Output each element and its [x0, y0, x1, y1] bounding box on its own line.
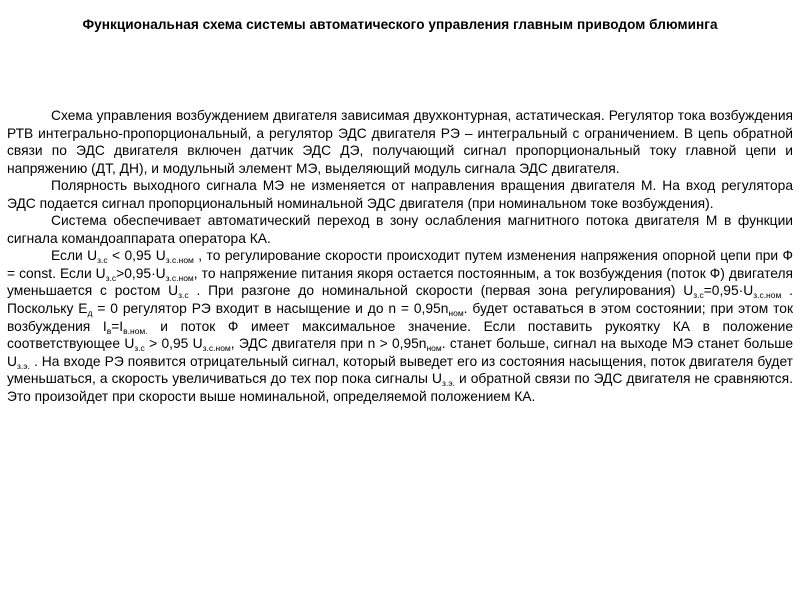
subscript: з.с.ном	[165, 272, 194, 283]
text-run: . будет оставаться в этом состоянии; при этом ток возбуждения I	[7, 301, 793, 334]
subscript: з.с.ном	[165, 255, 194, 266]
text-run: =I	[111, 318, 124, 334]
subscript: з.э.	[16, 360, 30, 371]
subscript: ном	[426, 343, 442, 354]
subscript: з.с.ном	[753, 290, 782, 301]
paragraph-4	[7, 247, 793, 405]
text-run: Если U	[51, 248, 98, 264]
subscript: ном	[448, 308, 464, 319]
text-run: , то регулирование скорости происходит путем изменения напряжения опорной цепи при Ф = const. Если U	[7, 248, 794, 281]
text-run: > 0,95 U	[144, 336, 203, 352]
subscript: з.с	[97, 255, 108, 266]
text-run: < 0,95 U	[107, 248, 166, 264]
subscript: з.с	[693, 290, 704, 301]
paragraph-1: Схема управления возбуждением двигателя зависимая двухконтурная, астатическая. Регулятор тока возбуждения РТВ интегрально-пропорциональный, а регулятор ЭДС двигателя РЭ – интегральный с ограничением. В цепь обратной связи по ЭДС двигателя включен датчик ЭДС ДЭ, получающий сигнал пропорциональный току главной цепи и напряжению (ДТ, ДН), и модульный элемент МЭ, выделяющий модуль сигнала ЭДС двигателя.	[7, 108, 793, 176]
body-text	[7, 107, 793, 405]
text-run: . На входе РЭ появится отрицательный сигнал, который выведет его из состояния насыщения, поток двигателя будет уменьшаться, а скорость увеличиваться до тех пор пока сигналы U	[7, 353, 793, 387]
subscript: в.ном.	[123, 325, 148, 336]
subscript: з.с	[178, 290, 189, 301]
text-run: , ЭДС двигателя при n > 0,95n	[230, 336, 427, 352]
text-run: =0,95·U	[703, 283, 754, 299]
text-run: и обратной связи по ЭДС двигателя не сравняются. Это произойдет при скорости выше номинальной, определяемой положением КА.	[7, 371, 793, 404]
subscript: з.с	[105, 272, 117, 283]
paragraph-3: Система обеспечивает автоматический переход в зону ослабления магнитного потока двигателя М в функции сигнала командоаппарата оператора КА.	[7, 213, 793, 246]
subscript: з.с	[134, 343, 145, 354]
text-run: и поток Ф имеет максимальное значение. Если поставить рукоятку КА в положение соответствующее U	[7, 318, 793, 352]
subscript: з.с.ном	[202, 343, 231, 354]
subscript: в	[106, 325, 112, 336]
subscript: з.э.	[441, 378, 455, 389]
paragraph-2: Полярность выходного сигнала МЭ не изменяется от направления вращения двигателя М. На вход регулятора ЭДС подается сигнал пропорциональный номинальной ЭДС двигателя (при номинальном токе возбуждения).	[7, 178, 793, 211]
text-run: . Поскольку E	[7, 283, 793, 317]
text-run: >0,95·U	[116, 265, 166, 281]
page-title: Функциональная схема системы автоматического управления главным приводом блюминга	[82, 17, 718, 32]
subscript: д	[87, 308, 93, 319]
text-run: , то напряжение питания якоря остается постоянным, а ток возбуждения (поток Ф) двигателя уменьшается с ростом U	[7, 265, 793, 299]
text-run: . При разгоне до номинальной скорости (первая зона регулирования) U	[188, 283, 694, 299]
text-run: . станет больше, сигнал на выходе МЭ станет больше U	[7, 336, 793, 369]
text-run: = 0 регулятор РЭ входит в насыщение и до n = 0,95n	[92, 301, 449, 317]
